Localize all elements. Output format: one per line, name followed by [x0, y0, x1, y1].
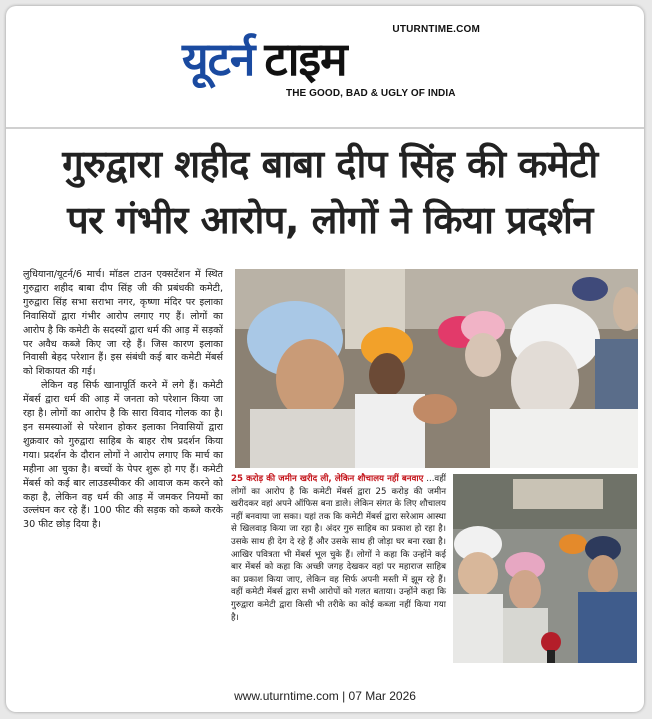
newspaper-clipping — [6, 6, 644, 712]
headline-line-1: गुरुद्वारा शहीद बाबा दीप सिंह की कमेटी — [62, 142, 598, 186]
headline-line-2: पर गंभीर आरोप, लोगों ने किया प्रदर्शन — [67, 198, 593, 242]
protest-photo-secondary-illustration — [453, 474, 637, 663]
masthead-logo — [182, 33, 347, 85]
article-paragraph-2: लेकिन वह सिर्फ खानापूर्ति करने में लगे हैं। कमेटी मेंबर्स द्वारा धर्म की आड़ में जनता को परेशान किया जा रहा है। लोगों का आरोप है कि सारा विवाद गोलक का है। इन समस्याओं से परेशान होकर इलाका निवासियों द्वारा शुक्रवार को गुरुद्वारा साहिब के बाहर रोष प्रदर्शन किया गया। प्रदर्शन के दौरान लोगों ने आरोप लगाए कि मार्च का महीना आ चुका है। बच्चों के पेपर शुरू हो गए हैं। कमेटी मेंबर्स को कई बार लाउडस्पीकर की आवाज कम करने को कहा है, लेकिन वह धर्म की आड़ में जमकर नियमों का उल्लंघन कर रहे हैं। 100 फीट की सड़क को कब्जे करके 30 फीट छोड़ दिया है। — [23, 380, 223, 531]
logo-word-1: यूटर्न — [182, 32, 255, 86]
logo-word-2: टाइम — [264, 32, 347, 86]
masthead — [182, 19, 482, 105]
article-headline — [30, 136, 630, 248]
article-body-left-column — [23, 268, 223, 532]
article-paragraph-1: लुधियाना/यूटर्न/6 मार्च। मॉडल टाउन एक्सटेंशन में स्थित गुरुद्वारा शहीद बाबा दीप सिंह जी की प्रबंधकी कमेटी, गुरुद्वारा सिंह सभा सराभा नगर, कृष्णा मंदिर पर इलाका निवासियों द्वारा गंभीर आरोप लगाए गए हैं। लोगों का आरोप है कि कमेटी के सदस्यों द्वारा धर्म की आड़ में सड़कों पर अवैध कब्जे किए जा रहे हैं। जिस कारण इलाका निवासी बेहद परेशान हैं। इस संबंधी कई बार कमेटी मेंबर्स को शिकायत की गई। — [23, 269, 223, 378]
protest-photo-main-illustration — [235, 269, 638, 468]
article-continuation — [231, 473, 446, 624]
masthead-tagline: THE GOOD, BAD & UGLY OF INDIA — [286, 88, 456, 99]
masthead-divider — [6, 127, 644, 129]
article-continuation-text: ...वहीं लोगों का आरोप है कि कमेटी मेंबर्स द्वारा 25 करोड़ की जमीन खरीदकर वहां अपने ऑफिस बना डाले। लेकिन संगत के लिए शौचालय नहीं बनवाया जा सका। यहां तक कि कमेटी मेंबर्स द्वारा सरेआम आस्था से खिलवाड़ किया जा रहा है। अंदर गुरु साहिब का प्रकाश हो रहा है। उसके साथ ही देग दे रहे हैं और उसके साथ ही जोड़ा घर बना रखा है। आखिर पवित्रता भी मेंबर्स भूल चुके हैं। लोगों ने कहा कि उन्होंने कई बार मेंबर्स को कहा कि अच्छी जगह देखकर वहां पर महाराज साहिब का प्रकाश किया जाए, लेकिन वह सिर्फ अपनी मस्ती में झूम रहे हैं। वहीं कमेटी मेंबर्स द्वारा सभी आरोपों को गलत बताया। उन्होंने कहा कि गुरुद्वारा कमेटी द्वारा किसी भी तरीके का कोई कब्जा नहीं किया गया है। — [231, 474, 446, 623]
protest-photo-main — [235, 269, 638, 468]
protest-photo-secondary — [453, 474, 637, 663]
article-highlight: 25 करोड़ की जमीन खरीद ली, लेकिन शौचालय नहीं बनवाए — [231, 474, 424, 484]
masthead-site-url: UTURNTIME.COM — [392, 24, 480, 35]
page-footer: www.uturntime.com | 07 Mar 2026 — [234, 689, 416, 703]
